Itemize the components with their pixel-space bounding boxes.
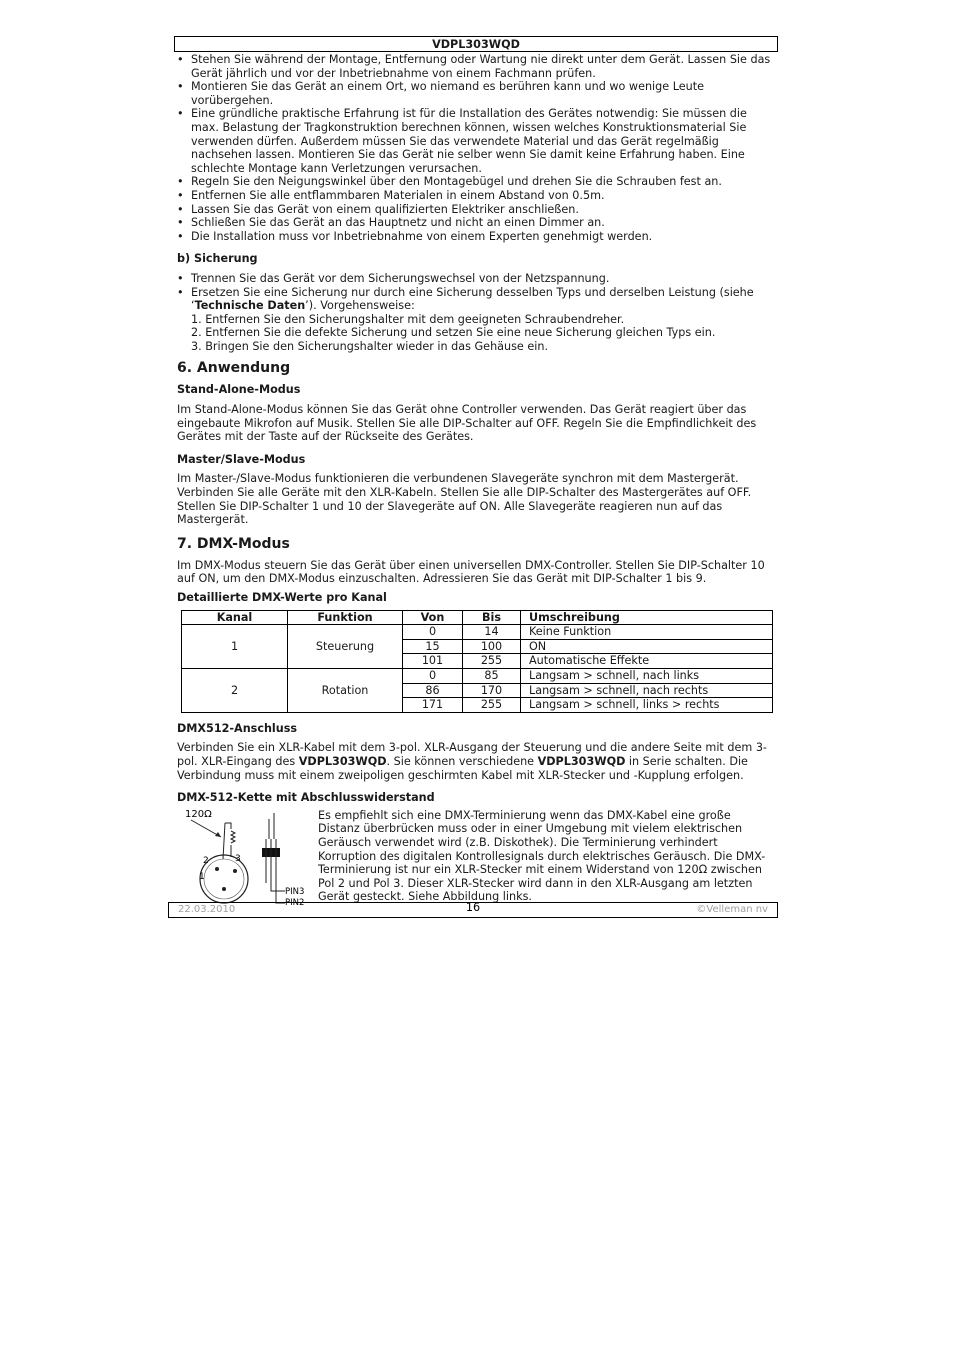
pin-3-label: 3	[235, 853, 241, 864]
to-cell: 255	[463, 654, 521, 669]
dmx-table-heading: Detaillierte DMX-Werte pro Kanal	[177, 591, 387, 604]
column-header: Funktion	[288, 610, 403, 625]
masterslave-heading: Master/Slave-Modus	[177, 452, 306, 466]
description-cell: Langsam > schnell, nach links	[521, 668, 773, 683]
to-cell: 255	[463, 698, 521, 713]
to-cell: 100	[463, 639, 521, 654]
from-cell: 15	[403, 639, 463, 654]
standalone-text: Im Stand-Alone-Modus können Sie das Gerät ohne Controller verwenden. Das Gerät reagiert über das eingebaute Mikrofon auf Musik. Stellen Sie alle DIP-Schalter auf OFF. Regeln Sie die Empfindlichkeit des Gerätes mit der Taste auf der Rückseite des Gerätes.	[177, 403, 757, 444]
termination-text: Es empfiehlt sich eine DMX-Terminierung wenn das DMX-Kabel eine große Distanz überbrücken muss oder in einer Umgebung mit vielem elektrischen Geräusch verwendet wird (z.B. Diskothek). Die Terminierung verhindert Korruption des digitalen Kontrollesignals durch elektrisches Geräusch. Die DMX-Terminierung ist nur ein XLR-Stecker mit einem Widerstand von 120Ω zwischen Pol 2 und Pol 3. Dieser XLR-Stecker wird dann in den XLR-Ausgang am letzten Gerät gesteckt. Siehe Abbildung links.	[318, 808, 766, 904]
technical-data-ref: Technische Daten	[194, 299, 306, 313]
list-item: • Lassen Sie das Gerät von einem qualifizierten Elektriker anschließen.	[177, 203, 773, 217]
from-cell: 86	[403, 683, 463, 698]
pin3-label: PIN3	[285, 886, 305, 897]
page-content	[177, 53, 773, 905]
list-item: • Montieren Sie das Gerät an einem Ort, wo niemand es berühren kann und wo wenige Leute vorübergehen.	[177, 80, 773, 107]
description-cell: Automatische Effekte	[521, 654, 773, 669]
description-cell: Langsam > schnell, nach rechts	[521, 683, 773, 698]
list-item: • Die Installation muss vor Inbetriebnahme von einem Experten genehmigt werden.	[177, 230, 773, 244]
step-item: 2. Entfernen Sie die defekte Sicherung und setzen Sie eine neue Sicherung gleichen Typs ein.	[191, 326, 716, 340]
list-item: • Eine gründliche praktische Erfahrung ist für die Installation des Gerätes notwendig: Sie müssen die max. Belastung der Tragkonstruktion berechnen können, wissen welches Konstruktionsmaterial Sie verwenden dürfen. Außerdem müssen Sie das verwendete Material und das Gerät regelmäßig nachsehen lassen. Montieren Sie das Gerät nie selber wenn Sie damit keine Erfahrung haben. Eine schlechte Montage kann Verletzungen verursachen.	[177, 107, 773, 175]
termination-block	[177, 809, 773, 905]
dmx-values-table	[181, 610, 773, 713]
dmx-intro-text: Im DMX-Modus steuern Sie das Gerät über einen universellen DMX-Controller. Stellen Sie DIP-Schalter 10 auf ON, um den DMX-Modus einzuschalten. Adressieren Sie das Gerät mit DIP-Schalter 1 bis 9.	[177, 558, 765, 586]
channel-cell: 1	[182, 625, 288, 669]
function-cell: Rotation	[288, 668, 403, 712]
list-item: • Entfernen Sie alle entflammbaren Materialen in einem Abstand von 0.5m.	[177, 189, 773, 203]
pin-2-label: 2	[203, 855, 209, 866]
column-header: Umschreibung	[521, 610, 773, 625]
pin-1-label: 1	[199, 871, 205, 882]
description-cell: Keine Funktion	[521, 625, 773, 640]
function-cell: Steuerung	[288, 625, 403, 669]
to-cell: 85	[463, 668, 521, 683]
fuse-steps	[177, 313, 773, 354]
resistor-label: 120Ω	[185, 808, 212, 820]
from-cell: 101	[403, 654, 463, 669]
description-cell: ON	[521, 639, 773, 654]
step-item: 3. Bringen Sie den Sicherungshalter wieder in das Gehäuse ein.	[191, 339, 549, 353]
dmx512-text: Verbinden Sie ein XLR-Kabel mit dem 3-pol. XLR-Ausgang der Steuerung und die andere Seite mit dem 3-pol. XLR-Eingang des VDPL303WQD. Sie können verschiedene VDPL303WQD in Serie schalten. Die Verbindung muss mit einem zweipoligen geschirmten Kabel mit XLR-Stecker und -Kupplung erfolgen.	[177, 741, 767, 782]
from-cell: 0	[403, 625, 463, 640]
installation-bullets	[177, 53, 773, 243]
page-footer	[168, 902, 778, 918]
page-header	[174, 36, 778, 52]
table-row	[182, 625, 773, 640]
to-cell: 14	[463, 625, 521, 640]
from-cell: 0	[403, 668, 463, 683]
pin2-label: PIN2	[285, 897, 305, 905]
footer-date: 22.03.2010	[178, 904, 236, 915]
table-header-row	[182, 610, 773, 625]
column-header: Von	[403, 610, 463, 625]
header-model: VDPL303WQD	[432, 38, 520, 51]
channel-cell: 2	[182, 668, 288, 712]
table-row	[182, 668, 773, 683]
masterslave-text: Im Master-/Slave-Modus funktionieren die verbundenen Slavegeräte synchron mit dem Mastergerät. Verbinden Sie alle Geräte mit den XLR-Kabeln. Stellen Sie alle DIP-Schalter des Mastergerätes auf OFF. Stellen Sie DIP-Schalter 1 und 10 der Slavegeräte auf ON. Alle Slavegeräte reagieren nun auf das Mastergerät.	[177, 472, 752, 527]
xlr-termination-diagram	[177, 809, 312, 905]
list-item: • Ersetzen Sie eine Sicherung nur durch eine Sicherung desselben Typs und derselben Leistung (siehe ‘Technische Daten’). Vorgehensweise:	[177, 286, 773, 313]
column-header: Kanal	[182, 610, 288, 625]
page-number: 16	[465, 901, 481, 914]
dmx-chain-heading: DMX-512-Kette mit Abschlusswiderstand	[177, 791, 435, 805]
list-item: • Regeln Sie den Neigungswinkel über den Montagebügel und drehen Sie die Schrauben fest an.	[177, 175, 773, 189]
model-ref: VDPL303WQD	[298, 754, 387, 768]
fuse-heading: b) Sicherung	[177, 252, 258, 266]
to-cell: 170	[463, 683, 521, 698]
list-item: • Schließen Sie das Gerät an das Hauptnetz und nicht an einen Dimmer an.	[177, 216, 773, 230]
section-6-title: 6. Anwendung	[177, 360, 291, 377]
from-cell: 171	[403, 698, 463, 713]
dmx512-heading: DMX512-Anschluss	[177, 721, 298, 735]
footer-copyright: ©Velleman nv	[696, 904, 768, 915]
standalone-heading: Stand-Alone-Modus	[177, 383, 301, 397]
section-7-title: 7. DMX-Modus	[177, 535, 290, 552]
column-header: Bis	[463, 610, 521, 625]
list-item: • Stehen Sie während der Montage, Entfernung oder Wartung nie direkt unter dem Gerät. Lassen Sie das Gerät jährlich und vor der Inbetriebnahme von einem Fachmann prüfen.	[177, 53, 773, 80]
model-ref: VDPL303WQD	[537, 754, 626, 768]
step-item: 1. Entfernen Sie den Sicherungshalter mit dem geeigneten Schraubendreher.	[191, 312, 625, 326]
list-item: • Trennen Sie das Gerät vor dem Sicherungswechsel von der Netzspannung.	[177, 272, 773, 286]
fuse-bullets	[177, 272, 773, 313]
description-cell: Langsam > schnell, links > rechts	[521, 698, 773, 713]
